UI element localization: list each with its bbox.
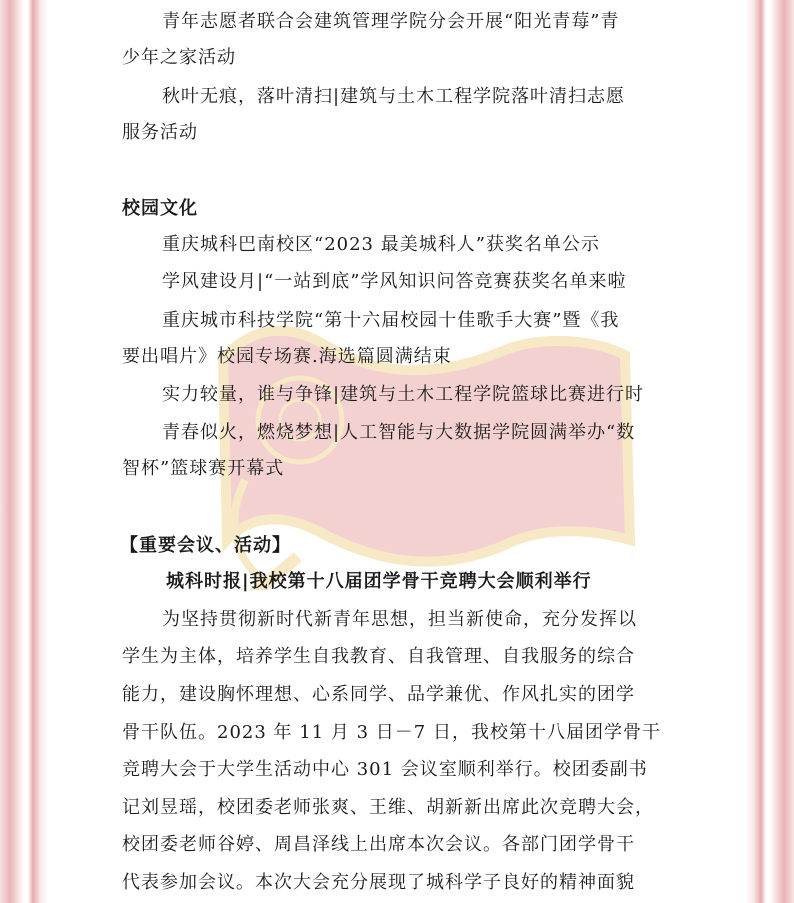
article-paragraph-line: 代表参加会议。本次大会充分展现了城科学子良好的精神面貌: [122, 872, 635, 893]
news-item-link[interactable]: 重庆城市科技学院“第十六届校园十佳歌手大赛”暨《我: [162, 310, 620, 331]
news-item-link[interactable]: 重庆城科巴南校区“2023 最美城科人”获奖名单公示: [162, 234, 600, 255]
section-heading-campus-culture: 校园文化: [122, 198, 198, 219]
news-item-link-continued[interactable]: 服务活动: [122, 122, 198, 143]
article-title[interactable]: 城科时报|我校第十八届团学骨干竞聘大会顺利举行: [166, 571, 592, 592]
news-item-link[interactable]: 青春似火，燃烧梦想|人工智能与大数据学院圆满举办“数: [162, 422, 636, 443]
news-item-link[interactable]: 青年志愿者联合会建筑管理学院分会开展“阳光青莓”青: [162, 11, 620, 32]
article-paragraph-line: 为坚持贯彻新时代新青年思想，担当新使命，充分发挥以: [162, 609, 637, 630]
news-item-link-continued[interactable]: 智杯”篮球赛开幕式: [122, 458, 285, 479]
news-item-link-continued[interactable]: 要出唱片》校园专场赛.海选篇圆满结束: [122, 346, 452, 367]
news-item-link[interactable]: 秋叶无痕，落叶清扫|建筑与土木工程学院落叶清扫志愿: [162, 86, 626, 107]
article-paragraph-line: 学生为主体，培养学生自我教育、自我管理、自我服务的综合: [122, 646, 635, 667]
section-heading-meetings: 【重要会议、活动】: [120, 535, 291, 556]
article-paragraph-line: 能力，建设胸怀理想、心系同学、品学兼优、作风扎实的团学: [122, 684, 635, 705]
article-paragraph-line: 骨干队伍。2023 年 11 月 3 日－7 日，我校第十八届团学骨干: [122, 722, 661, 743]
left-decorative-border: [0, 0, 70, 903]
right-decorative-border: [724, 0, 794, 903]
news-item-link[interactable]: 学风建设月|“一站到底”学风知识问答竞赛获奖名单来啦: [162, 271, 627, 292]
article-paragraph-line: 竞聘大会于大学生活动中心 301 会议室顺利举行。校团委副书: [122, 759, 648, 780]
article-paragraph-line: 记刘昱瑶，校团委老师张爽、王维、胡新新出席此次竞聘大会，: [122, 797, 654, 818]
news-item-link[interactable]: 实力较量，谁与争锋|建筑与土木工程学院篮球比赛进行时: [162, 384, 645, 405]
news-item-link-continued[interactable]: 少年之家活动: [122, 47, 236, 68]
article-paragraph-line: 校团委老师谷婷、周昌泽线上出席本次会议。各部门团学骨干: [122, 834, 635, 855]
